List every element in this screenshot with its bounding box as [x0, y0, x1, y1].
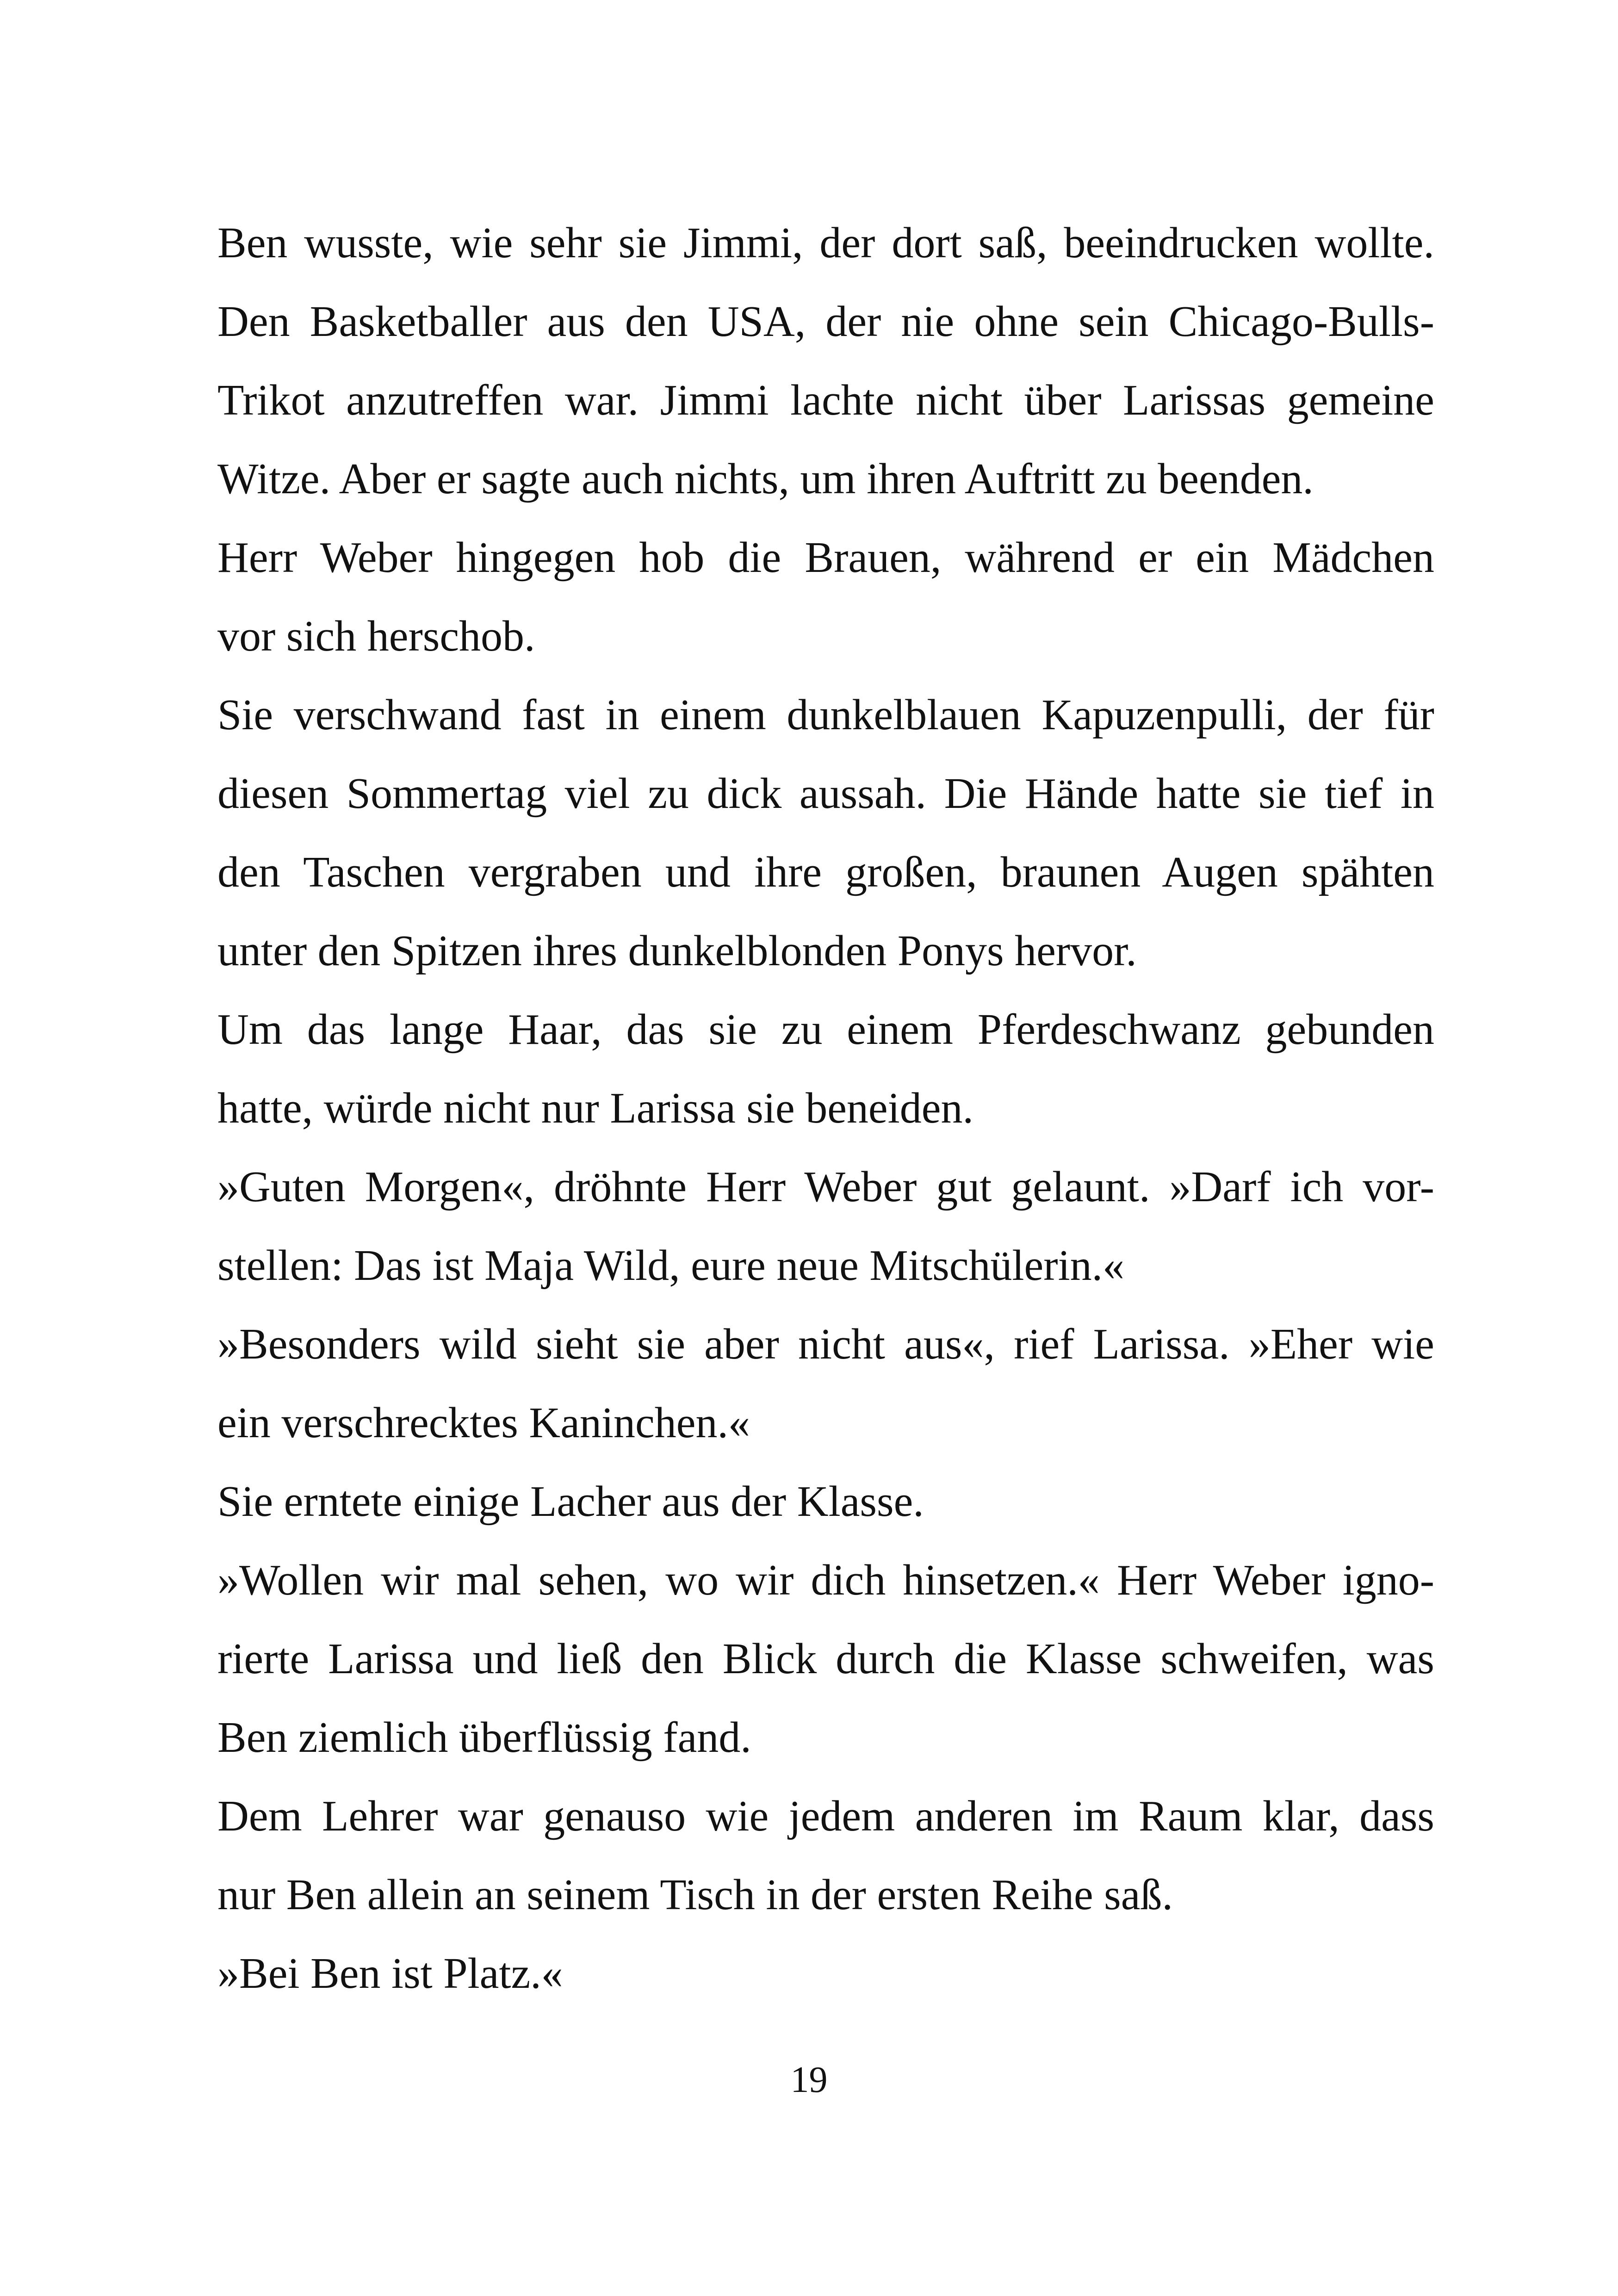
text-line: »Besonders wild sieht sie aber nicht aus«, rief Larissa. »Eher wie: [217, 1320, 1434, 1368]
text-line: »Bei Ben ist Platz.«: [217, 1949, 563, 1998]
text-line: rierte Larissa und ließ den Blick durch die Klasse schweifen, was: [217, 1635, 1434, 1683]
text-line: »Wollen wir mal sehen, wo wir dich hinsetzen.« Herr Weber igno-: [217, 1556, 1434, 1604]
paragraph-9: [217, 1777, 1434, 1934]
text-line: stellen: Das ist Maja Wild, eure neue Mitschülerin.«: [217, 1241, 1125, 1290]
text-line: den Taschen vergraben und ihre großen, braunen Augen spähten: [217, 848, 1434, 896]
paragraph-4: [217, 990, 1434, 1148]
text-line: Herr Weber hingegen hob die Brauen, während er ein Mädchen: [217, 534, 1434, 582]
text-line: Um das lange Haar, das sie zu einem Pferdeschwanz gebunden: [217, 1005, 1434, 1054]
paragraph-6: [217, 1305, 1434, 1462]
text-line: Den Basketballer aus den USA, der nie ohne sein Chicago-Bulls-: [217, 298, 1434, 346]
paragraph-8: [217, 1541, 1434, 1777]
text-line: Sie verschwand fast in einem dunkelblauen Kapuzenpulli, der für: [217, 691, 1434, 739]
paragraph-3: [217, 676, 1434, 990]
text-line: Ben wusste, wie sehr sie Jimmi, der dort saß, beeindrucken wollte.: [217, 219, 1434, 267]
text-line: hatte, würde nicht nur Larissa sie beneiden.: [217, 1084, 973, 1132]
text-line: vor sich herschob.: [217, 612, 535, 660]
paragraph-7: [217, 1462, 1434, 1541]
text-line: diesen Sommertag viel zu dick aussah. Die Hände hatte sie tief in: [217, 769, 1434, 818]
paragraph-5: [217, 1148, 1434, 1305]
paragraph-10: [217, 1934, 1434, 2013]
text-line: Ben ziemlich überflüssig fand.: [217, 1713, 751, 1762]
text-line: Trikot anzutreffen war. Jimmi lachte nicht über Larissas gemeine: [217, 376, 1434, 424]
body-text: [217, 204, 1434, 2013]
text-line: ein verschrecktes Kaninchen.«: [217, 1399, 750, 1447]
paragraph-1: [217, 204, 1434, 518]
text-line: Witze. Aber er sagte auch nichts, um ihren Auftritt zu beenden.: [217, 455, 1314, 503]
text-line: »Guten Morgen«, dröhnte Herr Weber gut gelaunt. »Darf ich vor-: [217, 1163, 1434, 1211]
text-line: unter den Spitzen ihres dunkelblonden Ponys hervor.: [217, 927, 1137, 975]
paragraph-2: [217, 518, 1434, 676]
text-line: Dem Lehrer war genauso wie jedem anderen im Raum klar, dass: [217, 1792, 1434, 1840]
text-line: nur Ben allein an seinem Tisch in der ersten Reihe saß.: [217, 1871, 1173, 1919]
text-line: Sie erntete einige Lacher aus der Klasse.: [217, 1477, 924, 1526]
page-number: 19: [790, 2060, 828, 2100]
